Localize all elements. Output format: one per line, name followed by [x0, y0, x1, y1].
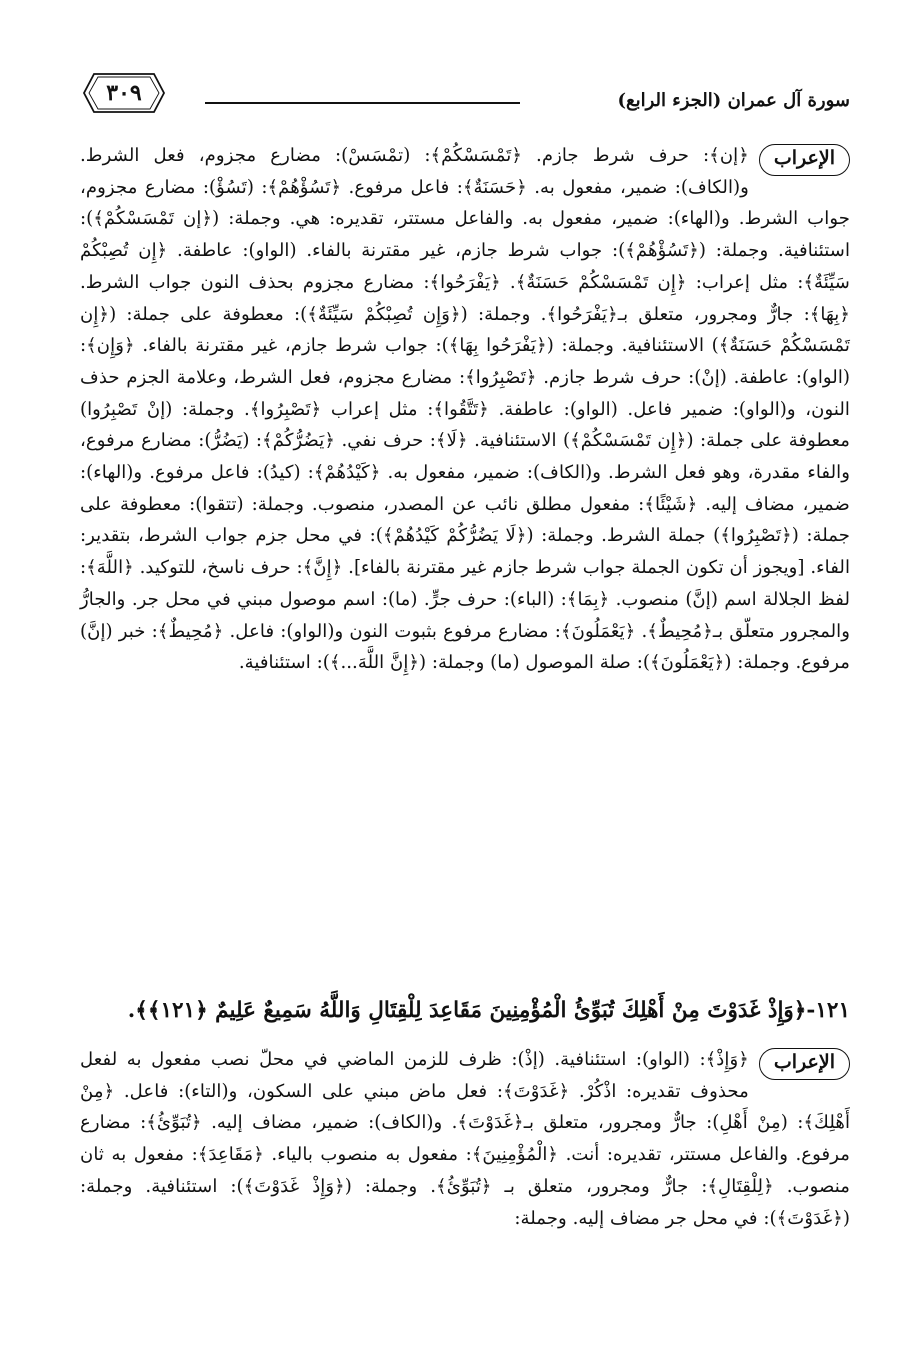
verse-dash: -	[806, 998, 816, 1023]
header-rule	[205, 102, 520, 104]
irab-section-2	[80, 1044, 850, 1234]
running-title: سورة آل عمران (الجزء الرابع)	[617, 90, 850, 111]
irab-section-1	[80, 140, 850, 679]
verse-text: ﴿وَإِذْ غَدَوْتَ مِنْ أَهْلِكَ تُبَوِّئُ الْمُؤْمِنِينَ مَقَاعِدَ لِلْقِتَالِ وَاللَّهُ سَمِيعٌ عَلِيمٌ ﴿١٢١﴾﴾.	[127, 998, 807, 1023]
page-number: ٣٠٩	[106, 80, 142, 106]
verse-number: ١٢١	[815, 998, 850, 1023]
irab-label: الإعراب	[759, 144, 850, 176]
irab-text-2: ﴿وَإِذْ﴾: (الواو): استئنافية. (إذْ): ظرف للزمن الماضي في محلّ نصب مفعول به لفعل محذوف تقديره: اذْكُرْ. ﴿غَدَوْتَ﴾: فعل ماض مبني على السكون، و(التاء): فاعل. ﴿مِنْ أَهْلِكَ﴾: (مِنْ أَهْلِ): جارٌّ ومجرور، متعلق بـ﴿غَدَوْتَ﴾. و(الكاف): ضمير، مضاف إليه. ﴿تُبَوِّئُ﴾: مضارع مرفوع. والفاعل مستتر، تقديره: أنت. ﴿الْمُؤْمِنِينَ﴾: مفعول به منصوب بالياء. ﴿مَقَاعِدَ﴾: مفعول به ثان منصوب. ﴿لِلْقِتَالِ﴾: جارٌّ ومجرور، متعلق بـ ﴿تُبَوِّئُ﴾. وجملة: (﴿وَإِذْ غَدَوْتَ﴾): استئنافية. وجملة: (﴿غَدَوْتَ﴾): في محل جر مضاف إليه. وجملة:	[80, 1049, 850, 1229]
page-number-badge	[80, 72, 168, 114]
irab-label-2: الإعراب	[759, 1048, 850, 1080]
irab-text-1: ﴿إن﴾: حرف شرط جازم. ﴿تَمْسَسْكُمْ﴾: (تمْسَسْ): مضارع مجزوم، فعل الشرط. و(الكاف): ضمير، مفعول به. ﴿حَسَنَةٌ﴾: فاعل مرفوع. ﴿تَسُؤْهُمْ﴾: (تَسُؤْ): مضارع مجزوم، جواب الشرط. و(الهاء): ضمير، مفعول به. والفاعل مستتر، تقديره: هي. وجملة: (﴿إن تَمْسَسْكُمْ﴾): استئنافية. وجملة: (﴿تَسُؤْهُمْ﴾): جواب شرط جازم، غير مقترنة بالفاء. (الواو): عاطفة. ﴿إِن تُصِبْكُمْ سَيِّئَةٌ﴾: مثل إعراب: ﴿إِن تَمْسَسْكُمْ حَسَنَةٌ﴾. ﴿يَفْرَحُوا﴾: مضارع مجزوم بحذف النون جواب الشرط. ﴿بِهَا﴾: جارٌّ ومجرور، متعلق بـ﴿يَفْرَحُوا﴾. وجملة: (﴿وَإِن تُصِبْكُمْ سَيِّئَةٌ﴾): معطوفة على جملة: (﴿إِن تَمْسَسْكُمْ حَسَنَةٌ﴾) الاستئنافية. وجملة: (﴿يَفْرَحُوا بِهَا﴾): جواب شرط جازم، غير مقترنة بالفاء. ﴿وَإِن﴾: (الواو): عاطفة. (إنْ): حرف شرط جازم. ﴿تَصْبِرُوا﴾: مضارع مجزوم، فعل الشرط، وعلامة الجزم حذف النون، و(الواو): ضمير فاعل. (الواو): عاطفة. ﴿تَتَّقُوا﴾: مثل إعراب ﴿تَصْبِرُوا﴾. وجملة: (إنْ تَصْبِرُوا) معطوفة على جملة: (﴿إِن تَمْسَسْكُمْ﴾) الاستئنافية. ﴿لَا﴾: حرف نفي. ﴿يَضُرُّكُمْ﴾: (يَضُرُّ): مضارع مرفوع، والفاء مقدرة، وهو فعل الشرط. و(الكاف): ضمير، مفعول به. ﴿كَيْدُهُمْ﴾: (كيدُ): فاعل مرفوع. و(الهاء): ضمير، مضاف إليه. ﴿شَيْئًا﴾: مفعول مطلق نائب عن المصدر، منصوب. وجملة: (تتقوا): معطوفة على جملة: (﴿تَصْبِرُوا﴾) جملة الشرط. وجملة: (﴿لَا يَضُرُّكُمْ كَيْدُهُمْ﴾): في محل جزم جواب الشرط، بتقدير: الفاء. [ويجوز أن تكون الجملة جواب شرط جازم غير مقترنة بالفاء]. ﴿إِنَّ﴾: حرف ناسخ، للتوكيد. ﴿اللَّهَ﴾: لفظ الجلالة اسم (إنَّ) منصوب. ﴿بِمَا﴾: (الباء): حرف جرٍّ. (ما): اسم موصول مبني في محل جر. والجارُّ والمجرور متعلّق بـ﴿مُحِيطٌ﴾. ﴿يَعْمَلُونَ﴾: مضارع مرفوع بثبوت النون و(الواو): فاعل. ﴿مُحِيطٌ﴾: خبر (إنَّ) مرفوع. وجملة: (﴿يَعْمَلُونَ﴾): صلة الموصول (ما) وجملة: (﴿إِنَّ اللَّهَ...﴾): استئنافية.	[80, 145, 850, 674]
verse-line	[60, 988, 850, 1034]
page-header	[80, 62, 850, 112]
